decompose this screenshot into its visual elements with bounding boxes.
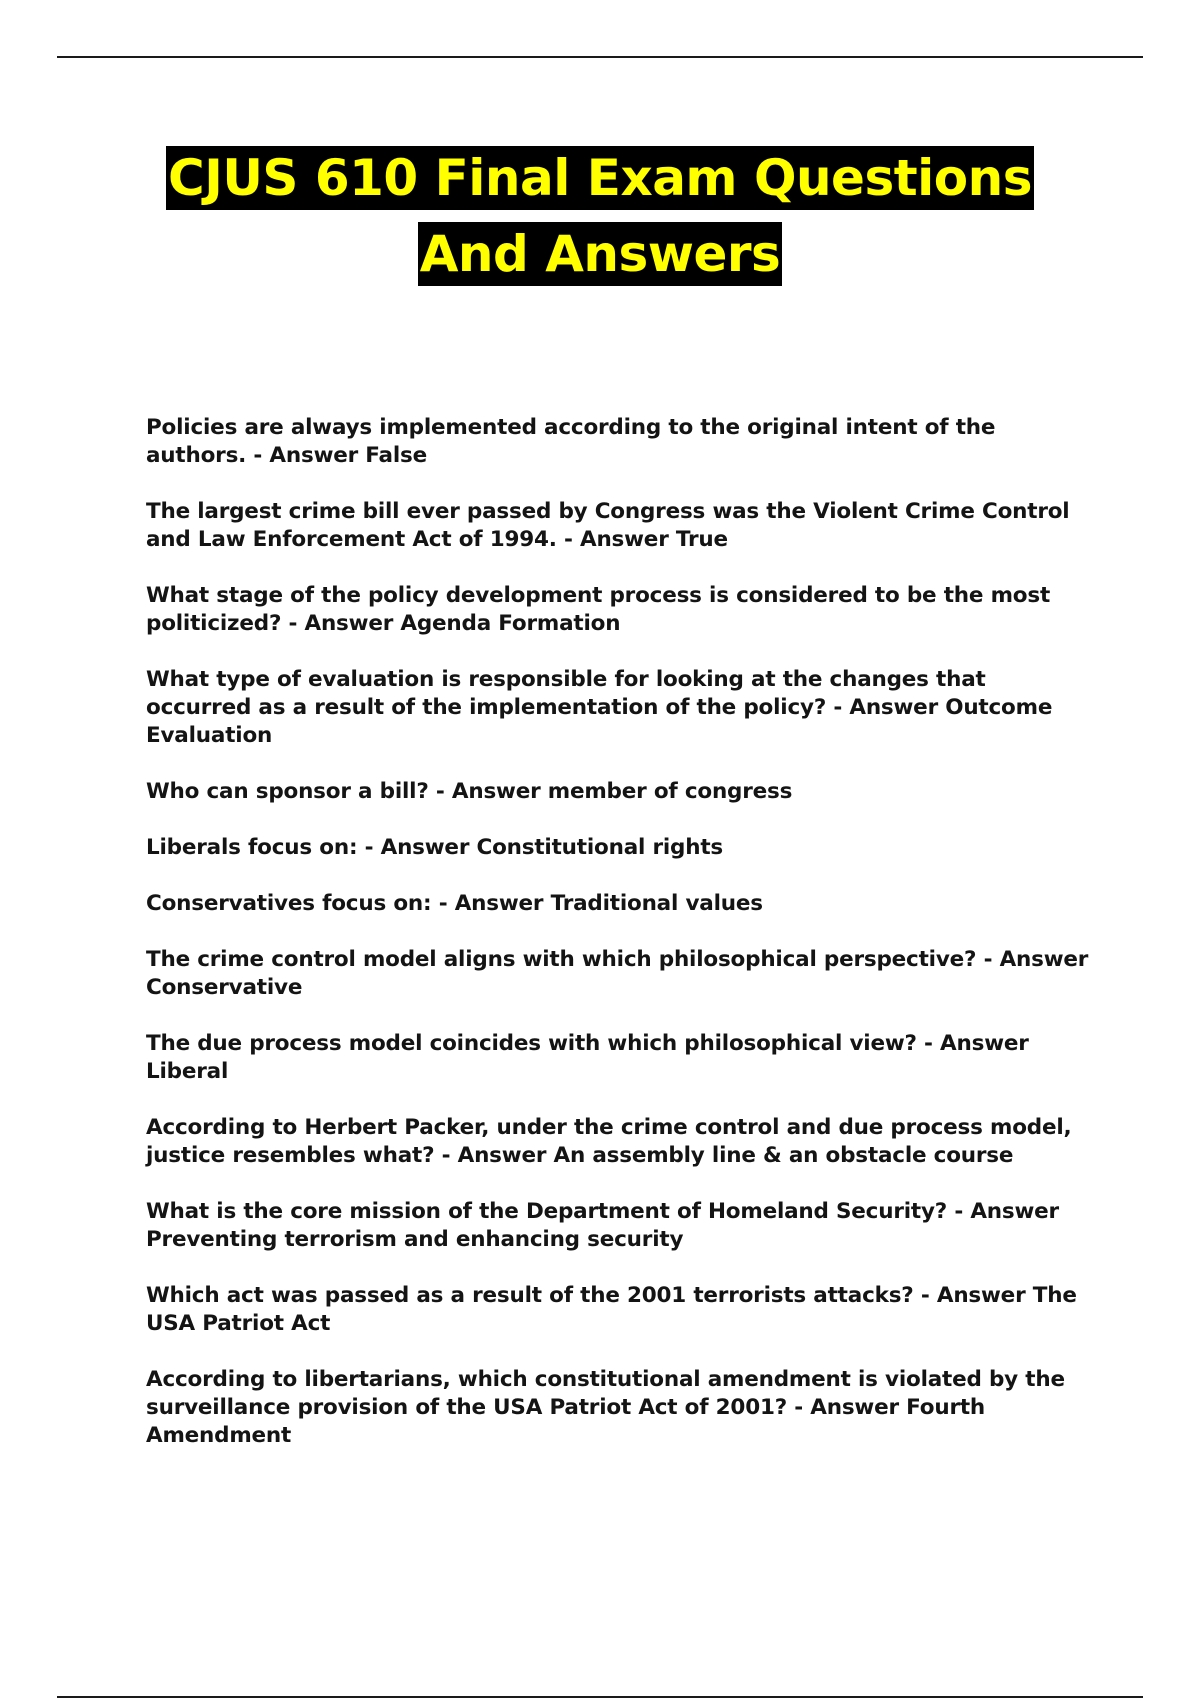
bottom-rule xyxy=(57,1696,1143,1698)
qa-item: What is the core mission of the Department of Homeland Security? - Answer Preventing terrorism and enhancing security xyxy=(146,1199,1059,1252)
qa-item: Who can sponsor a bill? - Answer member of congress xyxy=(146,779,793,804)
qa-item: The largest crime bill ever passed by Congress was the Violent Crime Control and Law Enforcement Act of 1994. - Answer True xyxy=(146,499,1070,552)
document-title xyxy=(0,146,1200,298)
qa-item: What stage of the policy development process is considered to be the most politicized? - Answer Agenda Formation xyxy=(146,583,1051,636)
title-line-1: CJUS 610 Final Exam Questions xyxy=(166,146,1034,210)
title-line-2: And Answers xyxy=(418,222,783,286)
qa-item: Policies are always implemented according to the original intent of the authors. - Answer False xyxy=(146,415,996,468)
qa-item: According to libertarians, which constitutional amendment is violated by the surveillance provision of the USA Patriot Act of 2001? - Answer Fourth Amendment xyxy=(146,1367,1065,1448)
top-rule xyxy=(57,56,1143,58)
qa-item: Conservatives focus on: - Answer Traditional values xyxy=(146,891,763,916)
question-answer-list xyxy=(146,414,1096,1478)
qa-item: The due process model coincides with which philosophical view? - Answer Liberal xyxy=(146,1031,1029,1084)
qa-item: Liberals focus on: - Answer Constitutional rights xyxy=(146,835,724,860)
qa-item: According to Herbert Packer, under the crime control and due process model, justice resembles what? - Answer An assembly line & an obstacle course xyxy=(146,1115,1072,1168)
qa-item: Which act was passed as a result of the 2001 terrorists attacks? - Answer The USA Patriot Act xyxy=(146,1283,1077,1336)
qa-item: What type of evaluation is responsible for looking at the changes that occurred as a result of the implementation of the policy? - Answer Outcome Evaluation xyxy=(146,667,1053,748)
qa-item: The crime control model aligns with which philosophical perspective? - Answer Conservative xyxy=(146,947,1089,1000)
